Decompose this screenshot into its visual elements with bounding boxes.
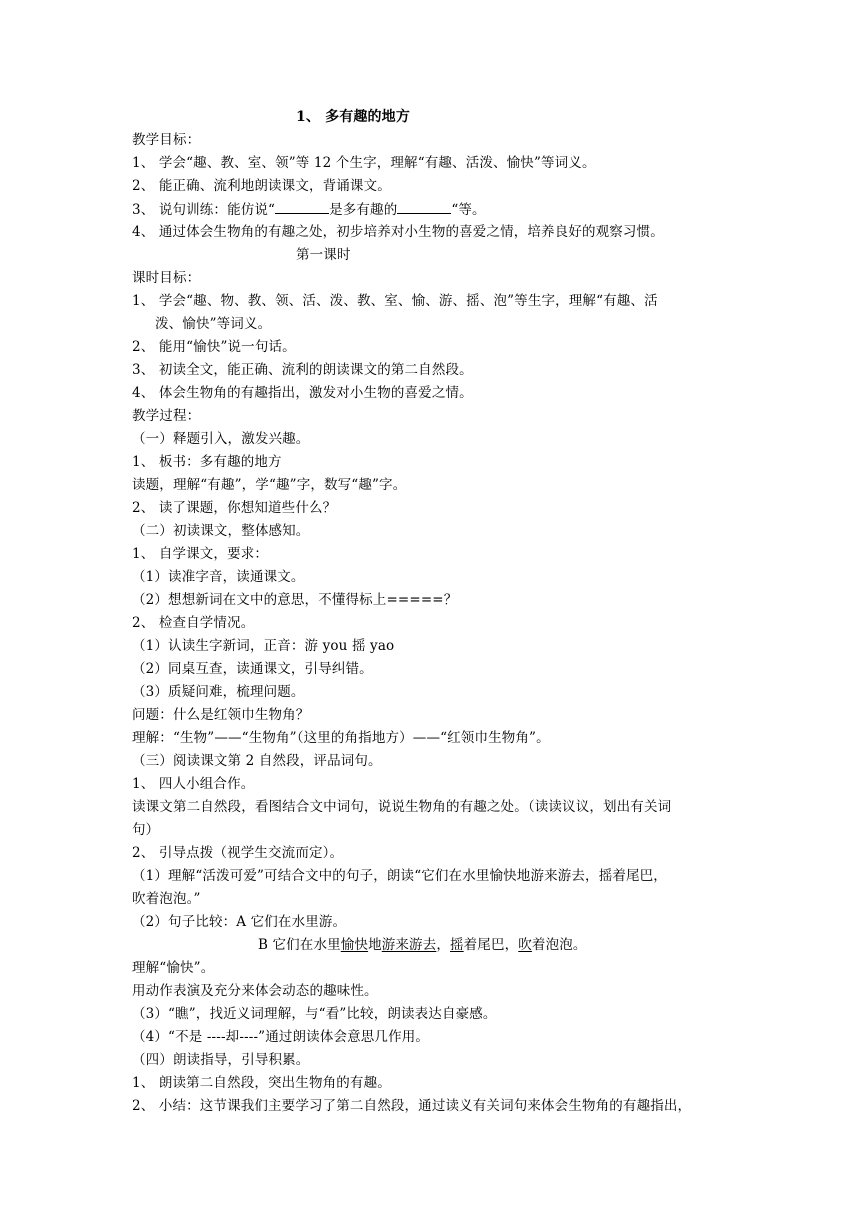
goal-2: 2、 能正确、流利地朗读课文，背诵课文。 xyxy=(132,178,391,194)
underlined-word-chui: 吹 xyxy=(518,937,532,953)
question-line: 问题：什么是红领巾生物角？ xyxy=(132,707,310,723)
section-1-item-2: 2、 读了课题，你想知道些什么？ xyxy=(132,500,337,516)
section-2-item-1b: （2）想想新词在文中的意思，不懂得标上=====？ xyxy=(132,592,458,608)
section-1-item-1-detail: 读题，理解“有趣”，学“趣”字，数写“趣”字。 xyxy=(132,477,407,493)
sentence-compare-b xyxy=(258,935,587,955)
lesson-goal-1-line-2: 泼、愉快”等词义。 xyxy=(155,316,272,332)
section-3-item-1-detail-line-1: 读课文第二自然段，看图结合文中词句，说说生物角的有趣之处。（读读议议，划出有关词 xyxy=(132,799,672,815)
section-3-item-1: 1、 四人小组合作。 xyxy=(132,776,255,792)
section-3-item-1-detail-line-2: 句） xyxy=(132,822,160,838)
section-3-heading: （三）阅读课文第 2 自然段，评品词句。 xyxy=(132,753,382,769)
goal-3 xyxy=(132,199,486,220)
section-3-item-2a-line-2: 吹着泡泡。” xyxy=(132,891,201,907)
sentence-b-text-1: 地 xyxy=(368,937,382,953)
section-4-heading: （四）朗读指导，引导积累。 xyxy=(132,1052,310,1068)
section-2-item-2c: （3）质疑问难，梳理问题。 xyxy=(132,684,305,700)
underlined-word-yukuai: 愉快 xyxy=(340,937,369,953)
goal-4: 4、 通过体会生物角的有趣之处，初步培养对小生物的喜爱之情，培养良好的观察习惯。 xyxy=(132,224,664,240)
lesson-goal-4: 4、 体会生物角的有趣指出，激发对小生物的喜爱之情。 xyxy=(132,385,473,401)
lesson-goal-1-line-1: 1、 学会“趣、物、教、领、活、泼、教、室、愉、游、摇、泡”等生字，理解“有趣、活 xyxy=(132,293,658,309)
lesson-goal-2: 2、 能用“愉快”说一句话。 xyxy=(132,339,296,355)
fill-blank-2 xyxy=(397,199,451,214)
understand-yukuai: 理解“愉快”。 xyxy=(132,960,215,976)
section-3-item-4: （4）“不是 ----却----”通过朗读体会意思几作用。 xyxy=(132,1029,430,1045)
lesson-title: 1、 多有趣的地方 xyxy=(296,109,410,125)
section-3-item-2a-line-1: （1）理解“活泼可爱”可结合文中的句子，朗读“它们在水里愉快地游来游去，摇着尾巴， xyxy=(132,868,667,884)
section-2-item-2a: （1）认读生字新词，正音：游 you 摇 yao xyxy=(132,638,395,654)
underlined-word-youlaiyouqu: 游来游去 xyxy=(381,937,437,953)
section-1-heading: （一）释题引入，激发兴趣。 xyxy=(132,431,310,447)
process-heading: 教学过程： xyxy=(132,408,201,424)
action-performance-line: 用动作表演及充分来体会动态的趣味性。 xyxy=(132,983,378,999)
sentence-b-text-2: ， xyxy=(436,937,450,953)
sentence-b-text-3: 着尾巴， xyxy=(463,937,519,953)
section-4-item-1: 1、 朗读第二自然段，突出生物角的有趣。 xyxy=(132,1075,391,1091)
lesson-period-heading: 第一课时 xyxy=(296,247,351,263)
lesson-goals-heading: 课时目标： xyxy=(132,270,201,286)
fill-blank-1 xyxy=(275,199,329,214)
section-3-item-3: （3）“瞧”，找近义词理解，与“看”比较，朗读表达自豪感。 xyxy=(132,1006,497,1022)
goal-3-part-c: “等。 xyxy=(451,202,486,218)
section-2-item-2b: （2）同桌互查，读通课文，引导纠错。 xyxy=(132,661,373,677)
section-2-item-2: 2、 检查自学情况。 xyxy=(132,615,255,631)
goal-1: 1、 学会“趣、教、室、领”等 12 个生字，理解“有趣、活泼、愉快”等词义。 xyxy=(132,155,596,171)
section-2-heading: （二）初读课文，整体感知。 xyxy=(132,523,310,539)
lesson-goal-3: 3、 初读全文，能正确、流利的朗读课文的第二自然段。 xyxy=(132,362,473,378)
goal-3-part-b: 是多有趣的 xyxy=(329,202,398,218)
sentence-compare-a: （2）句子比较：A 它们在水里游。 xyxy=(132,914,347,930)
section-4-item-2: 2、 小结：这节课我们主要学习了第二自然段，通过读义有关词句来体会生物角的有趣指出， xyxy=(132,1098,692,1114)
section-1-item-1: 1、 板书：多有趣的地方 xyxy=(132,454,282,470)
understanding-line: 理解：“生物”——“生物角”（这里的角指地方）——“红领巾生物角”。 xyxy=(132,730,550,746)
goals-heading: 教学目标： xyxy=(132,132,201,148)
sentence-b-end: 着泡泡。 xyxy=(531,937,587,953)
goal-3-part-a: 3、 说句训练：能仿说“ xyxy=(132,202,276,218)
section-3-item-2: 2、 引导点拨（视学生交流而定）。 xyxy=(132,845,344,861)
sentence-b-prefix: B 它们在水里 xyxy=(258,937,341,953)
section-2-item-1: 1、 自学课文，要求： xyxy=(132,546,269,562)
underlined-word-yao: 摇 xyxy=(450,937,464,953)
section-2-item-1a: （1）读准字音，读通课文。 xyxy=(132,569,305,585)
